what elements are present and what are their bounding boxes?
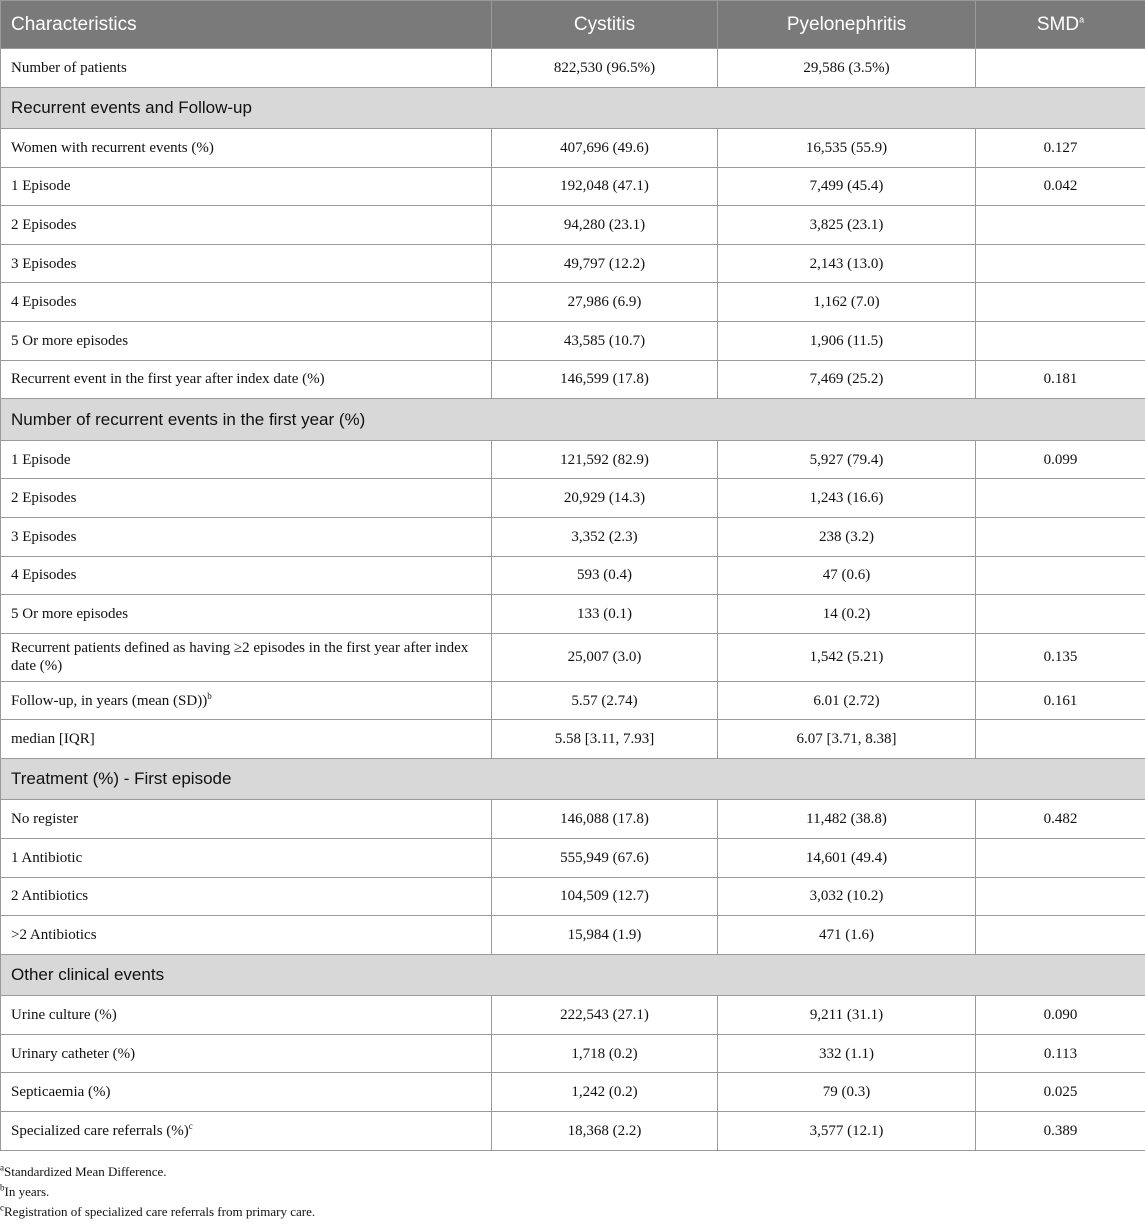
characteristic-cell (1, 877, 492, 916)
section-header-row (1, 758, 1145, 800)
table-row (1, 916, 1145, 955)
pyelonephritis-cell: 6.07 [3.71, 8.38] (718, 720, 976, 759)
pyelonephritis-cell: 7,499 (45.4) (718, 167, 976, 206)
footnote (0, 1162, 1145, 1182)
table-row (1, 322, 1145, 361)
section-header-row (1, 954, 1145, 996)
smd-cell (976, 244, 1145, 283)
cystitis-cell: 3,352 (2.3) (492, 517, 718, 556)
cystitis-cell: 49,797 (12.2) (492, 244, 718, 283)
pyelonephritis-cell: 29,586 (3.5%) (718, 49, 976, 88)
header-row (1, 1, 1145, 49)
characteristic-cell (1, 800, 492, 839)
footnote-mark: b (0, 1182, 5, 1193)
characteristic-label: 5 Or more episodes (11, 605, 129, 622)
header-characteristics: Characteristics (1, 1, 492, 49)
characteristic-cell (1, 1073, 492, 1112)
table-row (1, 556, 1145, 595)
characteristic-cell (1, 167, 492, 206)
table-row (1, 595, 1145, 634)
cystitis-cell: 555,949 (67.6) (492, 839, 718, 878)
cystitis-cell: 27,986 (6.9) (492, 283, 718, 322)
table-row (1, 839, 1145, 878)
table-row (1, 244, 1145, 283)
pyelonephritis-cell: 9,211 (31.1) (718, 996, 976, 1035)
characteristic-label: 2 Antibiotics (11, 888, 89, 905)
table-body (1, 49, 1145, 1151)
characteristic-cell (1, 839, 492, 878)
cystitis-cell: 94,280 (23.1) (492, 206, 718, 245)
pyelonephritis-cell: 16,535 (55.9) (718, 129, 976, 168)
table-row (1, 996, 1145, 1035)
characteristic-cell (1, 556, 492, 595)
pyelonephritis-cell: 79 (0.3) (718, 1073, 976, 1112)
cystitis-cell: 146,088 (17.8) (492, 800, 718, 839)
characteristic-cell (1, 633, 492, 681)
section-title: Number of recurrent events in the first year (%) (1, 399, 1145, 441)
pyelonephritis-cell: 1,243 (16.6) (718, 479, 976, 518)
characteristic-label: Number of patients (11, 59, 127, 76)
section-title: Other clinical events (1, 954, 1145, 996)
characteristic-label: Recurrent event in the first year after index date (%) (11, 371, 325, 388)
cystitis-cell: 192,048 (47.1) (492, 167, 718, 206)
characteristic-label: Follow-up, in years (mean (SD)) (11, 692, 208, 709)
pyelonephritis-cell: 238 (3.2) (718, 517, 976, 556)
header-smd-footnote-mark: a (1079, 14, 1085, 25)
table-row (1, 49, 1145, 88)
smd-cell (976, 916, 1145, 955)
table-row (1, 360, 1145, 399)
pyelonephritis-cell: 3,577 (12.1) (718, 1112, 976, 1151)
characteristic-label: No register (11, 811, 79, 828)
header-pyelonephritis: Pyelonephritis (718, 1, 976, 49)
pyelonephritis-cell: 1,162 (7.0) (718, 283, 976, 322)
characteristic-cell (1, 681, 492, 720)
table-row (1, 440, 1145, 479)
footnote-text: Registration of specialized care referrals from primary care. (4, 1204, 316, 1219)
characteristic-cell (1, 479, 492, 518)
table-row (1, 283, 1145, 322)
pyelonephritis-cell: 47 (0.6) (718, 556, 976, 595)
cystitis-cell: 121,592 (82.9) (492, 440, 718, 479)
characteristic-label: Recurrent patients defined as having ≥2 episodes in the first year after index date (%) (11, 640, 469, 675)
pyelonephritis-cell: 7,469 (25.2) (718, 360, 976, 399)
characteristic-cell (1, 916, 492, 955)
characteristic-cell (1, 244, 492, 283)
characteristic-cell (1, 440, 492, 479)
smd-cell: 0.042 (976, 167, 1145, 206)
cystitis-cell: 1,242 (0.2) (492, 1073, 718, 1112)
characteristic-label: 5 Or more episodes (11, 332, 129, 349)
table-row (1, 633, 1145, 681)
table-row (1, 1073, 1145, 1112)
smd-cell (976, 720, 1145, 759)
characteristic-cell (1, 322, 492, 361)
footnote-text: Standardized Mean Difference. (4, 1164, 167, 1179)
cystitis-cell: 593 (0.4) (492, 556, 718, 595)
pyelonephritis-cell: 2,143 (13.0) (718, 244, 976, 283)
footnotes (0, 1162, 1145, 1222)
smd-cell: 0.181 (976, 360, 1145, 399)
cystitis-cell: 5.57 (2.74) (492, 681, 718, 720)
characteristic-label: 4 Episodes (11, 567, 77, 584)
header-cystitis: Cystitis (492, 1, 718, 49)
pyelonephritis-cell: 5,927 (79.4) (718, 440, 976, 479)
smd-cell: 0.135 (976, 633, 1145, 681)
characteristic-label: 1 Episode (11, 178, 71, 195)
cystitis-cell: 5.58 [3.11, 7.93] (492, 720, 718, 759)
characteristic-cell (1, 1034, 492, 1073)
characteristic-label: >2 Antibiotics (11, 926, 97, 943)
characteristic-cell (1, 517, 492, 556)
cystitis-cell: 15,984 (1.9) (492, 916, 718, 955)
section-header-row (1, 399, 1145, 441)
pyelonephritis-cell: 6.01 (2.72) (718, 681, 976, 720)
characteristic-cell (1, 996, 492, 1035)
cystitis-cell: 133 (0.1) (492, 595, 718, 634)
smd-cell: 0.482 (976, 800, 1145, 839)
pyelonephritis-cell: 1,542 (5.21) (718, 633, 976, 681)
characteristic-label: median [IQR] (11, 731, 95, 748)
header-smd (976, 1, 1145, 49)
characteristic-cell (1, 360, 492, 399)
table-row (1, 1034, 1145, 1073)
footnote-mark: b (207, 690, 212, 701)
cystitis-cell: 43,585 (10.7) (492, 322, 718, 361)
smd-cell (976, 322, 1145, 361)
smd-cell (976, 479, 1145, 518)
characteristic-label: Urinary catheter (%) (11, 1045, 136, 1062)
table-row (1, 877, 1145, 916)
smd-cell (976, 283, 1145, 322)
smd-cell (976, 877, 1145, 916)
smd-cell (976, 839, 1145, 878)
smd-cell: 0.090 (976, 996, 1145, 1035)
characteristic-cell (1, 49, 492, 88)
cystitis-cell: 25,007 (3.0) (492, 633, 718, 681)
footnote (0, 1182, 1145, 1202)
smd-cell: 0.099 (976, 440, 1145, 479)
footnote (0, 1202, 1145, 1222)
characteristic-label: 3 Episodes (11, 255, 77, 272)
table-row (1, 167, 1145, 206)
pyelonephritis-cell: 3,825 (23.1) (718, 206, 976, 245)
characteristic-label: Specialized care referrals (%) (11, 1122, 189, 1139)
characteristic-cell (1, 129, 492, 168)
characteristic-label: Urine culture (%) (11, 1007, 117, 1024)
table-row (1, 206, 1145, 245)
characteristic-cell (1, 720, 492, 759)
characteristic-label: 4 Episodes (11, 294, 77, 311)
table-row (1, 129, 1145, 168)
pyelonephritis-cell: 14,601 (49.4) (718, 839, 976, 878)
smd-cell: 0.113 (976, 1034, 1145, 1073)
pyelonephritis-cell: 14 (0.2) (718, 595, 976, 634)
header-smd-label: SMD (1036, 13, 1080, 35)
characteristic-cell (1, 283, 492, 322)
table-row (1, 720, 1145, 759)
cystitis-cell: 222,543 (27.1) (492, 996, 718, 1035)
table-row (1, 517, 1145, 556)
smd-cell: 0.161 (976, 681, 1145, 720)
footnote-mark: a (0, 1162, 4, 1173)
table-row (1, 800, 1145, 839)
characteristic-cell (1, 595, 492, 634)
table-row (1, 479, 1145, 518)
table-row (1, 1112, 1145, 1151)
smd-cell: 0.127 (976, 129, 1145, 168)
characteristic-label: Women with recurrent events (%) (11, 139, 214, 156)
smd-cell (976, 556, 1145, 595)
section-title: Treatment (%) - First episode (1, 758, 1145, 800)
table-header (1, 1, 1145, 49)
cystitis-cell: 104,509 (12.7) (492, 877, 718, 916)
characteristic-label: 2 Episodes (11, 490, 77, 507)
footnote-mark: c (0, 1202, 4, 1213)
section-header-row (1, 87, 1145, 129)
smd-cell (976, 49, 1145, 88)
pyelonephritis-cell: 332 (1.1) (718, 1034, 976, 1073)
characteristic-label: 1 Episode (11, 451, 71, 468)
pyelonephritis-cell: 3,032 (10.2) (718, 877, 976, 916)
cystitis-cell: 146,599 (17.8) (492, 360, 718, 399)
cystitis-cell: 407,696 (49.6) (492, 129, 718, 168)
characteristic-label: 2 Episodes (11, 217, 77, 234)
smd-cell: 0.025 (976, 1073, 1145, 1112)
smd-cell (976, 595, 1145, 634)
smd-cell (976, 206, 1145, 245)
characteristic-label: 1 Antibiotic (11, 849, 83, 866)
section-title: Recurrent events and Follow-up (1, 87, 1145, 129)
pyelonephritis-cell: 11,482 (38.8) (718, 800, 976, 839)
characteristic-cell (1, 1112, 492, 1151)
footnote-mark: c (188, 1120, 193, 1131)
characteristic-cell (1, 206, 492, 245)
cystitis-cell: 20,929 (14.3) (492, 479, 718, 518)
smd-cell: 0.389 (976, 1112, 1145, 1151)
pyelonephritis-cell: 1,906 (11.5) (718, 322, 976, 361)
cystitis-cell: 822,530 (96.5%) (492, 49, 718, 88)
smd-cell (976, 517, 1145, 556)
characteristic-label: 3 Episodes (11, 528, 77, 545)
cystitis-cell: 1,718 (0.2) (492, 1034, 718, 1073)
table-row (1, 681, 1145, 720)
pyelonephritis-cell: 471 (1.6) (718, 916, 976, 955)
characteristic-label: Septicaemia (%) (11, 1084, 111, 1101)
cystitis-cell: 18,368 (2.2) (492, 1112, 718, 1151)
footnote-text: In years. (4, 1184, 50, 1199)
